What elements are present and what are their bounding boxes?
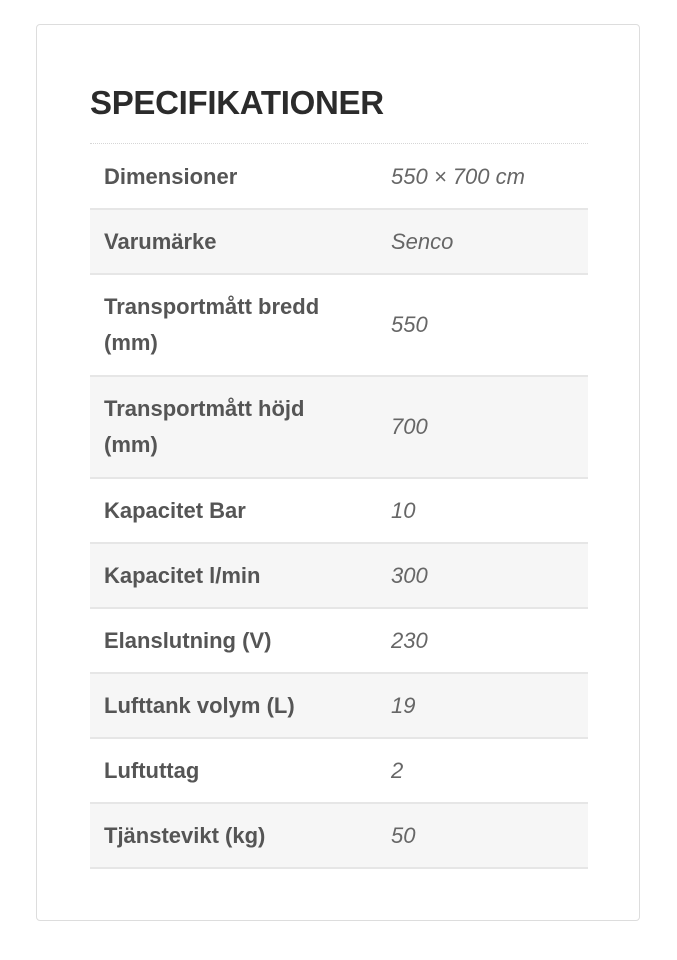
spec-value: 700 <box>377 376 588 478</box>
specifications-title: SPECIFIKATIONER <box>90 84 384 121</box>
spec-row-transport-height <box>90 376 588 478</box>
spec-label: Dimensioner <box>90 145 377 209</box>
spec-label: Elanslutning (V) <box>90 608 377 673</box>
title-divider <box>90 143 588 144</box>
specifications-card <box>36 24 640 921</box>
spec-label: Tjänstevikt (kg) <box>90 803 377 868</box>
spec-row-capacity-bar <box>90 478 588 543</box>
spec-value: 550 × 700 cm <box>377 145 588 209</box>
spec-label: Transportmått höjd (mm) <box>90 376 377 478</box>
specifications-table <box>90 145 588 869</box>
spec-value: 2 <box>377 738 588 803</box>
spec-row-tank-volume <box>90 673 588 738</box>
spec-row-air-outlets <box>90 738 588 803</box>
spec-value: 550 <box>377 274 588 376</box>
spec-row-capacity-lmin <box>90 543 588 608</box>
spec-label: Varumärke <box>90 209 377 274</box>
spec-value: Senco <box>377 209 588 274</box>
spec-value: 19 <box>377 673 588 738</box>
spec-label: Kapacitet l/min <box>90 543 377 608</box>
spec-row-weight <box>90 803 588 868</box>
spec-label: Luftuttag <box>90 738 377 803</box>
spec-row-dimensions <box>90 145 588 209</box>
spec-value: 230 <box>377 608 588 673</box>
spec-row-brand <box>90 209 588 274</box>
spec-value: 10 <box>377 478 588 543</box>
spec-row-power <box>90 608 588 673</box>
spec-label: Lufttank volym (L) <box>90 673 377 738</box>
spec-value: 300 <box>377 543 588 608</box>
spec-value: 50 <box>377 803 588 868</box>
spec-label: Kapacitet Bar <box>90 478 377 543</box>
spec-row-transport-width <box>90 274 588 376</box>
spec-label: Transportmått bredd (mm) <box>90 274 377 376</box>
